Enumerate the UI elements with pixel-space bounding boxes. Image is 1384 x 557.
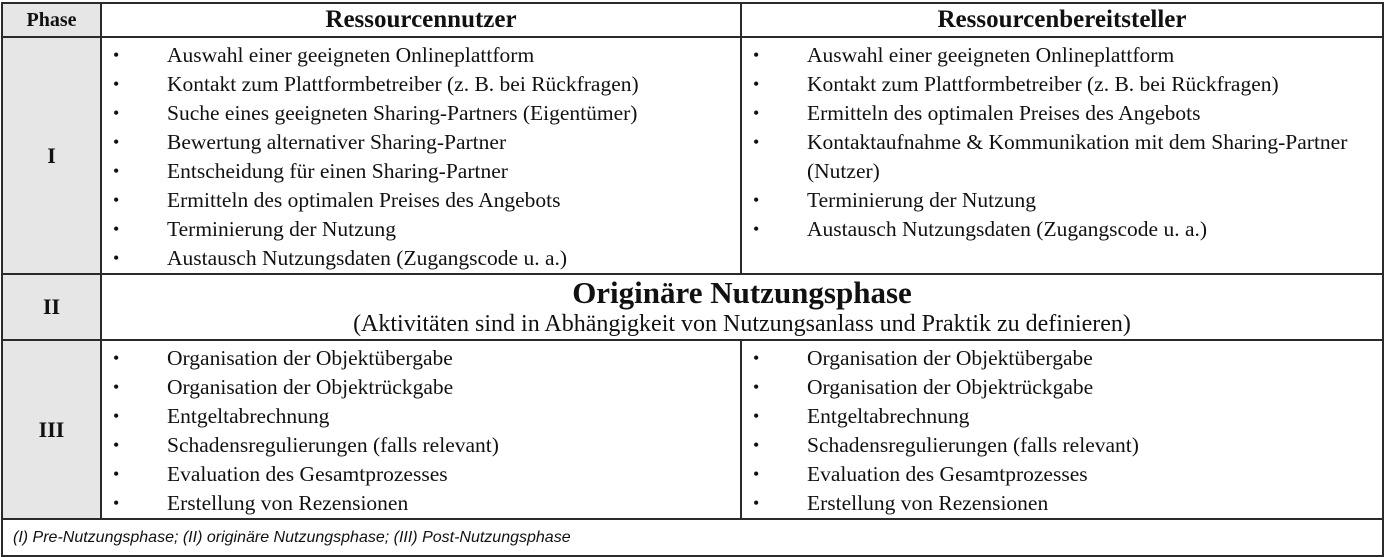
phase-one-user-list: [102, 38, 740, 273]
list-item: [102, 431, 740, 460]
bullet-icon: •: [753, 377, 760, 397]
list-item-text: Terminierung der Nutzung: [807, 188, 1036, 212]
list-item: [742, 70, 1382, 99]
list-item-text: Austausch Nutzungsdaten (Zugangscode u. a.): [807, 217, 1208, 241]
list-item: [742, 344, 1382, 373]
list-item-text: Organisation der Objektübergabe: [167, 346, 453, 370]
list-item: [742, 128, 1382, 186]
bullet-icon: •: [753, 493, 760, 513]
list-item-text: Erstellung von Rezensionen: [167, 491, 409, 515]
list-item: [102, 99, 740, 128]
list-item-text: Auswahl einer geeigneten Onlineplattform: [167, 43, 535, 67]
list-item-text: Entgeltabrechnung: [167, 404, 330, 428]
bullet-icon: •: [113, 435, 120, 455]
phase-one-label: I: [47, 142, 56, 168]
phase-two-row: [2, 274, 1383, 340]
list-item: [102, 70, 740, 99]
list-item-text: Organisation der Objektübergabe: [807, 346, 1093, 370]
bullet-icon: •: [753, 406, 760, 426]
list-item-text: Evaluation des Gesamtprozesses: [807, 462, 1088, 486]
phase-three-cell: [2, 340, 101, 519]
list-item: [742, 460, 1382, 489]
bullet-icon: •: [113, 74, 120, 94]
list-item-text: Kontakt zum Plattformbetreiber (z. B. bei Rückfragen): [807, 72, 1279, 96]
list-item-text: Auswahl einer geeigneten Onlineplattform: [807, 43, 1175, 67]
list-item-text: Schadensregulierungen (falls relevant): [167, 433, 499, 457]
bullet-icon: •: [113, 464, 120, 484]
list-item: [742, 41, 1382, 70]
bullet-icon: •: [753, 103, 760, 123]
bullet-icon: •: [113, 103, 120, 123]
list-item: [742, 373, 1382, 402]
list-item-text: Schadensregulierungen (falls relevant): [807, 433, 1139, 457]
bullet-icon: •: [113, 406, 120, 426]
list-item: [742, 402, 1382, 431]
list-item: [742, 186, 1382, 215]
phase-three-user-cell: [101, 340, 741, 519]
list-item-text: Entgeltabrechnung: [807, 404, 970, 428]
list-item-text: Kontaktaufnahme & Kommunikation mit dem Sharing-Partner (Nutzer): [807, 130, 1348, 183]
phase-three-provider-list: [742, 341, 1382, 518]
list-item: [102, 215, 740, 244]
phase-three-label: III: [38, 416, 65, 442]
bullet-icon: •: [753, 190, 760, 210]
phase-two-content: [101, 274, 1383, 340]
list-item-text: Ermitteln des optimalen Preises des Angebots: [167, 188, 561, 212]
header-resource-user: Ressourcennutzer: [101, 3, 741, 37]
list-item: [742, 215, 1382, 244]
list-item: [102, 489, 740, 518]
bullet-icon: •: [753, 74, 760, 94]
bullet-icon: •: [113, 219, 120, 239]
header-row: [2, 3, 1383, 37]
list-item-text: Erstellung von Rezensionen: [807, 491, 1049, 515]
footnote: (I) Pre-Nutzungsphase; (II) originäre Nutzungsphase; (III) Post-Nutzungsphase: [2, 519, 1383, 556]
phase-one-row: [2, 37, 1383, 274]
list-item-text: Organisation der Objektrückgabe: [807, 375, 1094, 399]
phase-two-title: Originäre Nutzungsphase: [572, 275, 912, 310]
list-item: [102, 128, 740, 157]
list-item-text: Bewertung alternativer Sharing-Partner: [167, 130, 507, 154]
list-item: [742, 431, 1382, 460]
phase-two-label: II: [42, 294, 61, 319]
bullet-icon: •: [753, 435, 760, 455]
footnote-row: [2, 519, 1383, 556]
list-item-text: Austausch Nutzungsdaten (Zugangscode u. a.): [167, 246, 568, 270]
phase-three-user-list: [102, 341, 740, 518]
bullet-icon: •: [753, 132, 760, 152]
list-item: [102, 460, 740, 489]
list-item: [102, 41, 740, 70]
list-item-text: Terminierung der Nutzung: [167, 217, 396, 241]
list-item: [102, 344, 740, 373]
phase-three-row: [2, 340, 1383, 519]
bullet-icon: •: [113, 190, 120, 210]
phase-one-provider-list: [742, 38, 1382, 244]
bullet-icon: •: [113, 132, 120, 152]
header-phase: Phase: [2, 3, 101, 37]
bullet-icon: •: [113, 348, 120, 368]
list-item: [102, 157, 740, 186]
phase-one-cell: [2, 37, 101, 274]
bullet-icon: •: [753, 348, 760, 368]
list-item: [102, 186, 740, 215]
list-item: [742, 489, 1382, 518]
phase-two-cell: [2, 274, 101, 340]
list-item-text: Organisation der Objektrückgabe: [167, 375, 454, 399]
list-item-text: Suche eines geeigneten Sharing-Partners (Eigentümer): [167, 101, 638, 125]
list-item-text: Evaluation des Gesamtprozesses: [167, 462, 448, 486]
list-item-text: Kontakt zum Plattformbetreiber (z. B. bei Rückfragen): [167, 72, 639, 96]
list-item: [102, 373, 740, 402]
phase-one-user-cell: [101, 37, 741, 274]
bullet-icon: •: [113, 161, 120, 181]
bullet-icon: •: [753, 219, 760, 239]
header-resource-provider: Ressourcenbereitsteller: [741, 3, 1383, 37]
bullet-icon: •: [753, 464, 760, 484]
list-item: [102, 402, 740, 431]
list-item: [742, 99, 1382, 128]
list-item-text: Ermitteln des optimalen Preises des Angebots: [807, 101, 1201, 125]
phase-three-provider-cell: [741, 340, 1383, 519]
bullet-icon: •: [113, 248, 120, 268]
bullet-icon: •: [113, 377, 120, 397]
list-item: [102, 244, 740, 273]
phase-activity-table: [1, 2, 1384, 557]
bullet-icon: •: [113, 493, 120, 513]
bullet-icon: •: [753, 45, 760, 65]
list-item-text: Entscheidung für einen Sharing-Partner: [167, 159, 508, 183]
phase-one-provider-cell: [741, 37, 1383, 274]
bullet-icon: •: [113, 45, 120, 65]
phase-two-subtitle: (Aktivitäten sind in Abhängigkeit von Nutzungsanlass und Praktik zu definieren): [353, 311, 1131, 337]
